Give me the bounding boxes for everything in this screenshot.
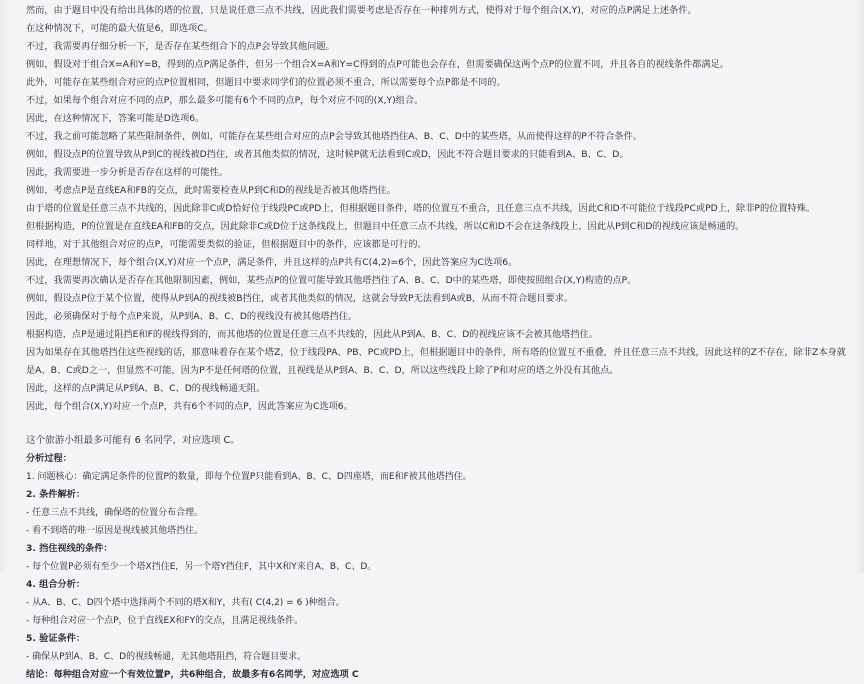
reasoning-paragraph: 例如，考虑点P是直线EA和FB的交点，此时需要检查从P到C和D的视线是否被其他塔挡住。: [26, 185, 396, 196]
analysis-item: - 每种组合对应一个点P，位于直线EX和FY的交点，且满足视线条件。: [26, 616, 304, 626]
reasoning-paragraph: 例如，假设对于组合X=A和Y=B，得到的点P满足条件，但另一个组合X=A和Y=C得到的点P可能也会存在，但需要确保这两个点P的位置不同，并且各自的视线条件都满足。: [26, 59, 729, 70]
analysis-item: - 看不到塔的唯一原因是视线被其他塔挡住。: [26, 526, 204, 536]
right-shadow: [854, 0, 864, 573]
reasoning-paragraph: 因此，在理想情况下，每个组合(X,Y)对应一个点P，满足条件，并且这样的点P共有C(4,2)=6个，因此答案应为C选项6。: [26, 257, 518, 268]
analysis-item: - 每个位置P必须有至少一个塔X挡住E，另一个塔Y挡住F，其中X和Y来自A、B、C、D。: [26, 562, 377, 572]
blank-line: [26, 416, 848, 430]
reasoning-paragraph: 根据构造，点P是通过阻挡E和F的视线得到的，而其他塔的位置是任意三点不共线的，因此从P到A、B、C、D的视线应该不会被其他塔挡住。: [26, 329, 598, 340]
answer-summary: 这个旅游小组最多可能有 6 名同学，对应选项 C。: [26, 435, 240, 446]
reasoning-paragraph: 例如，假设点P的位置导致从P到C的视线被D挡住，或者其他类似的情况，这时候P就无法看到C或D，因此不符合题目要求的只能看到A、B、C、D。: [26, 149, 629, 160]
section-heading: 3. 挡住视线的条件：: [26, 543, 113, 554]
analysis-item: - 确保从P到A、B、C、D的视线畅通，无其他塔阻挡，符合题目要求。: [26, 652, 307, 662]
reasoning-paragraph: 在这种情况下，可能的最大值是6，即选项C。: [26, 23, 213, 34]
reasoning-text-block: [26, 0, 848, 684]
reasoning-paragraph: 例如，假设点P位于某个位置，使得从P到A的视线被B挡住，或者其他类似的情况，这就会导致P无法看到A或B，从而不符合题目要求。: [26, 293, 574, 304]
section-heading: 2. 条件解析：: [26, 489, 86, 500]
reasoning-paragraph: 因此，每个组合(X,Y)对应一个点P，共有6个不同的点P，因此答案应为C选项6。: [26, 401, 353, 412]
section-heading: 5. 验证条件：: [26, 633, 86, 644]
reasoning-paragraph: 因此，必须确保对于每个点P来说，从P到A、B、C、D的视线没有被其他塔挡住。: [26, 311, 358, 322]
reasoning-paragraph: 因此，在这种情况下，答案可能是D选项6。: [26, 113, 205, 124]
reasoning-paragraph: 然而，由于题目中没有给出具体的塔的位置，只是说任意三点不共线，因此我们需要考虑是否存在一种排列方式，使得对于每个组合(X,Y)，对应的点P满足上述条件。: [26, 5, 697, 16]
reasoning-paragraph: 不过，如果每个组合对应不同的点P，那么最多可能有6个不同的点P，每个对应不同的(X,Y)组合。: [26, 95, 424, 106]
reasoning-paragraph: 不过，我之前可能忽略了某些限制条件，例如，可能存在某些组合对应的点P会导致其他塔挡住A、B、C、D中的某些塔，从而使得这样的P不符合条件。: [26, 131, 642, 142]
reasoning-paragraph: 是A、B、C或D之一，但显然不可能，因为P不是任何塔的位置，且视线是从P到A、B、C、D，所以这些线段上除了P和对应的塔之外没有其他点。: [26, 365, 619, 376]
reasoning-paragraph: 同样地，对于其他组合对应的点P，可能需要类似的验证，但根据题目中的条件，应该都是可行的。: [26, 239, 427, 250]
analysis-item: 1. 问题核心：确定满足条件的位置P的数量，即每个位置P只能看到A、B、C、D四座塔，而E和F被其他塔挡住。: [26, 472, 472, 482]
section-heading: 分析过程：: [26, 453, 72, 464]
reasoning-paragraph: 因为如果存在其他塔挡住这些视线的话，那意味着存在某个塔Z，位于线段PA、PB、PC或PD上，但根据题目中的条件，所有塔的位置互不重叠，并且任意三点不共线，因此这样的Z不存在，除非Z本身就: [26, 347, 846, 358]
section-heading: 4. 组合分析：: [26, 579, 86, 590]
reasoning-paragraph: 不过，我需要再次确认是否存在其他限制因素，例如，某些点P的位置可能导致其他塔挡住了A、B、C、D中的某些塔，即使按照组合(X,Y)构造的点P。: [26, 275, 637, 286]
analysis-item: - 任意三点不共线，确保塔的位置分布合理。: [26, 508, 204, 518]
reasoning-paragraph: 因此，这样的点P满足从P到A、B、C、D的视线畅通无阻。: [26, 383, 266, 394]
reasoning-paragraph: 此外，可能存在某些组合对应的点P位置相同，但题目中要求同学们的位置必须不重合，所以需要每个点P都是不同的。: [26, 77, 506, 88]
left-shadow: [0, 0, 10, 573]
reasoning-paragraph: 不过，我需要再仔细分析一下，是否存在某些组合下的点P会导致其他问题。: [26, 41, 335, 52]
reasoning-paragraph: 由于塔的位置是任意三点不共线的，因此除非C或D恰好位于线段PC或PD上，但根据题目条件，塔的位置互不重合，且任意三点不共线，因此C和D不可能位于线段PC或PD上，除非P的位置特殊。: [26, 203, 816, 214]
reasoning-paragraph: 但根据构造，P的位置是在直线EA和FB的交点，因此除非C或D位于这条线段上，但题目中任意三点不共线，所以C和D不会在这条线段上，因此从P到C和D的视线应该是畅通的。: [26, 221, 745, 232]
conclusion: 结论：每种组合对应一个有效位置P，共6种组合，故最多有6名同学，对应选项 C: [26, 669, 359, 680]
reasoning-paragraph: 因此，我需要进一步分析是否存在这样的可能性。: [26, 167, 229, 178]
analysis-item: - 从A、B、C、D四个塔中选择两个不同的塔X和Y，共有( C(4,2) = 6 )种组合。: [26, 598, 345, 608]
